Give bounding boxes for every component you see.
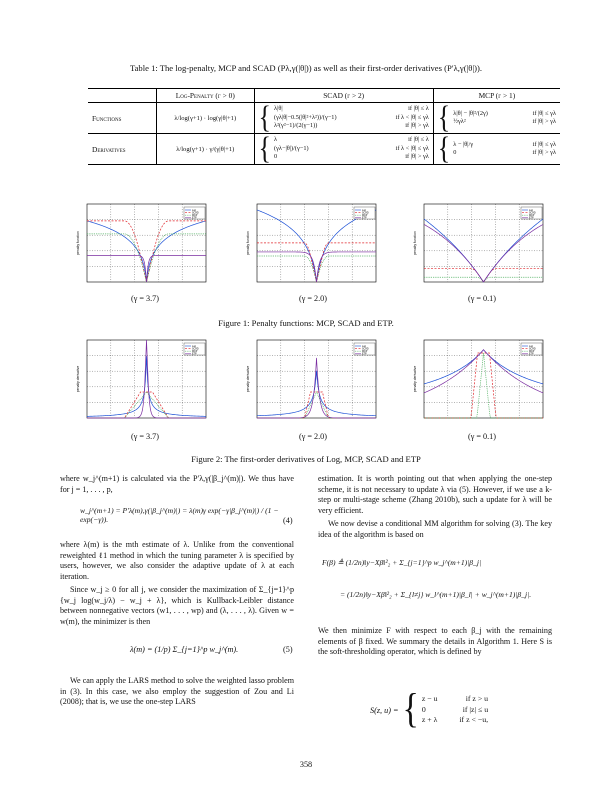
row-label-functions: Functions	[92, 113, 122, 123]
fig1-plot-1	[75, 200, 210, 292]
equation-5: λ(m) = (1/p) Σ_{j=1}^p w_j^(m).	[130, 645, 239, 654]
left-paragraph-4: We can apply the LARS method to solve the weighted lasso problem in (3). In this case, we also employ the suggestion of Zou and Li (2008); that is, we use the one-step LARS	[60, 676, 294, 707]
right-column	[318, 474, 552, 543]
fig2-sublabel-3: (γ = 0.1)	[467, 432, 497, 441]
right-paragraph-2: We now devise a conditional MM algorithm for solving (3). The key idea of the algorithm is based on	[318, 519, 552, 539]
fig1-plot-3-ylabel: penalty function	[413, 231, 417, 255]
fig2-plot-1-ylabel: penalty derivative	[76, 365, 80, 393]
equation-4-number: (4)	[283, 516, 293, 525]
fig2-plot-3-legend-mcp: MCP	[529, 350, 535, 354]
scad-derivative: { λ if |θ| ≤ λ (γλ−|θ|)/(γ−1) if λ < |θ| ≤ γλ 0 if |θ| > γλ	[254, 134, 433, 165]
fig1-sublabel-2: (γ = 2.0)	[298, 294, 328, 303]
mcp-function: { λ|θ| − |θ|²/(2γ) if |θ| ≤ γλ ½γλ² if |θ| > γλ	[433, 103, 560, 134]
fig2-plot-2-ylabel: penalty derivative	[246, 365, 250, 393]
fig1-plot-3-legend-log: Log	[529, 208, 533, 212]
fig1-plot-2	[245, 200, 380, 292]
fig2-caption: Figure 2: The first-order derivatives of Log, MCP, SCAD and ETP	[191, 454, 421, 464]
fig2-plot-3	[412, 336, 547, 428]
penalty-table	[88, 88, 560, 165]
page-number: 358	[299, 760, 313, 769]
left-column-tail	[60, 676, 294, 711]
equation-6b: = (1/2n)‖y−Xβ‖²₂ + Σ_{l≠j} w_l^(m+1)|β_l| + w_j^(m+1)|β_j|.	[340, 590, 532, 599]
fig1-plot-2-ylabel: penalty function	[246, 231, 250, 255]
fig2-plot-2	[245, 336, 380, 428]
fig2-plot-2-legend-log: Log	[362, 344, 366, 348]
fig2-plot-3-legend-etp: ETP	[529, 352, 534, 356]
fig1-plot-3-svg	[412, 200, 547, 292]
table-header-log: Log-Penalty (γ > 0)	[157, 89, 255, 103]
left-paragraph-3: Since w_j ≥ 0 for all j, we consider the maximization of Σ_{j=1}^p {w_j log(w_j/λ) − w_j + λ}, which is Kullback-Leibler distance between nonnegative vectors (w1, . . . , wp) and (λ, . . . , λ). Given w = w(m), the minimizer is then	[60, 585, 294, 626]
fig2-plot-1-svg	[75, 336, 210, 428]
fig2-plot-3-legend-scad: SCAD	[529, 347, 536, 351]
fig1-plot-1-svg	[75, 200, 210, 292]
fig1-plot-2-legend-log: Log	[362, 208, 366, 212]
fig2-sublabel-2: (γ = 2.0)	[298, 432, 328, 441]
equation-4: w_j^(m+1) = P′λ(m),γ(|β_j^(m)|) = λ(m)γ exp(−γ|β_j^(m)|) / (1 − exp(−γ)).	[80, 506, 279, 524]
fig2-plot-1-legend-etp: ETP	[192, 352, 197, 356]
fig1-plot-1-legend-mcp: MCP	[192, 214, 198, 218]
table-header-empty	[88, 89, 157, 103]
left-column	[60, 474, 294, 498]
fig1-plot-2-legend-mcp: MCP	[362, 214, 368, 218]
fig2-plot-3-svg	[412, 336, 547, 428]
fig2-plot-2-legend-scad: SCAD	[362, 347, 369, 351]
equation-7-lhs: S(z, u) =	[370, 705, 399, 715]
fig1-plot-2-svg	[245, 200, 380, 292]
fig2-plot-1-legend-scad: SCAD	[192, 347, 199, 351]
row-label-derivatives: Derivatives	[88, 134, 157, 165]
fig2-plot-2-legend-etp: ETP	[362, 352, 367, 356]
equation-7: S(z, u) = { z − u if z > u 0 if |z| ≤ u z + λ if z < −u,	[370, 687, 489, 732]
table-caption: Table 1: The log-penalty, MCP and SCAD (Pλ,γ(|θ|)) as well as their first-order derivatives (P′λ,γ(|θ|)).	[129, 63, 483, 73]
left-paragraph-2: where λ(m) is the mth estimate of λ. Unlike from the conventional reweighted ℓ1 method in which the tuning parameter λ is specified by users, however, we also consider the adaptive update of λ at each iteration.	[60, 540, 294, 581]
fig1-plot-1-ylabel: penalty function	[76, 231, 80, 255]
fig1-plot-1-legend-scad: SCAD	[192, 211, 199, 215]
fig1-sublabel-1: (γ = 3.7)	[130, 294, 160, 303]
log-derivative: λ/log(γ+1) · γ/(γ|θ|+1)	[157, 134, 255, 165]
table-header-scad: SCAD (γ > 2)	[254, 89, 433, 103]
fig1-plot-3-legend-etp: ETP	[529, 216, 534, 220]
fig1-plot-1-legend-log: Log	[192, 208, 196, 212]
fig1-plot-2-legend-scad: SCAD	[362, 211, 369, 215]
fig1-caption: Figure 1: Penalty functions: MCP, SCAD and ETP.	[218, 318, 394, 328]
equation-6a: F(β) ≜ (1/2n)‖y−Xβ‖²₂ + Σ_{j=1}^p w_j^(m+1)|β_j|	[322, 558, 482, 567]
fig1-plot-3-legend-mcp: MCP	[529, 214, 535, 218]
fig1-plot-3-legend-scad: SCAD	[529, 211, 536, 215]
fig2-plot-2-legend-mcp: MCP	[362, 350, 368, 354]
fig2-plot-1	[75, 336, 210, 428]
scad-function: { λ|θ| if |θ| ≤ λ (γλ|θ|−0.5(|θ|²+λ²))/(γ−1) if λ < |θ| ≤ γλ λ²(γ²−1)/(2(γ−1)) if |θ| > γλ	[254, 103, 433, 134]
fig2-plot-3-legend-log: Log	[529, 344, 533, 348]
left-paragraph-1: where w_j^(m+1) is calculated via the P′λ,γ(|β_j^(m)|). We thus have for j = 1, . . . , p,	[60, 474, 294, 494]
fig1-plot-2-legend-etp: ETP	[362, 216, 367, 220]
fig2-plot-1-legend-mcp: MCP	[192, 350, 198, 354]
fig2-plot-3-ylabel: penalty derivative	[413, 365, 417, 393]
fig2-plot-2-svg	[245, 336, 380, 428]
mcp-derivative: { λ − |θ|/γ if |θ| ≤ γλ 0 if |θ| > γλ	[433, 134, 560, 165]
right-column-body	[318, 626, 552, 661]
fig1-plot-3	[412, 200, 547, 292]
log-function: λ/log(γ+1) · log(γ|θ|+1)	[157, 103, 255, 134]
table-header-mcp: MCP (γ > 1)	[433, 89, 560, 103]
fig2-sublabel-1: (γ = 3.7)	[130, 432, 160, 441]
left-column-body	[60, 540, 294, 630]
fig1-sublabel-3: (γ = 0.1)	[467, 294, 497, 303]
fig1-plot-1-legend-etp: ETP	[192, 216, 197, 220]
equation-5-number: (5)	[283, 645, 293, 654]
fig2-plot-1-legend-log: Log	[192, 344, 196, 348]
right-paragraph-1: estimation. It is worth pointing out that when applying the one-step scheme, it is not necessary to update λ via (5). However, if we use a k-step or multi-stage scheme (Zhang 2010b), such a update for λ will be very efficient.	[318, 474, 552, 515]
right-paragraph-3: We then minimize F with respect to each β_j with the remaining elements of β fixed. We summary the details in Algorithm 1. Here S is the soft-thresholding operator, which is defined by	[318, 626, 552, 657]
